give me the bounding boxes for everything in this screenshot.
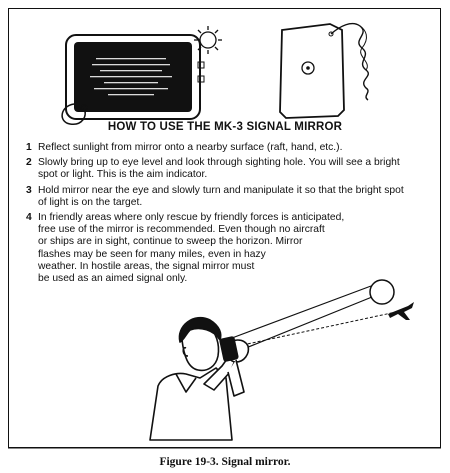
step-4 — [26, 212, 408, 285]
step-text: Reflect sunlight from mirror onto a nearby surface (raft, hand, etc.). — [38, 142, 343, 153]
step-text-line: be used as an aimed signal only. — [38, 273, 188, 285]
step-number: 3 — [26, 184, 32, 196]
instruction-list — [26, 142, 408, 288]
step-2 — [26, 157, 408, 181]
step-text-line: In friendly areas where only rescue by friendly forces is anticipated, — [38, 212, 345, 224]
step-text-line: flashes may be seen for many miles, even in hazy — [38, 248, 266, 260]
step-3 — [26, 184, 408, 209]
step-1 — [26, 142, 408, 154]
signaling-man — [150, 318, 248, 440]
step-number: 2 — [26, 157, 32, 169]
step-text-line: free use of the mirror is recommended. Even though no aircraft — [38, 224, 325, 236]
mirror-back — [280, 24, 368, 118]
aircraft-icon — [388, 302, 414, 320]
mirror-front — [62, 35, 204, 124]
figure-caption: Figure 19-3. Signal mirror. — [159, 456, 291, 468]
heading: HOW TO USE THE MK-3 SIGNAL MIRROR — [107, 121, 343, 133]
step-text: Slowly bring up to eye level and look through sighting hole. You will see a bright spot or light. This is the aim indicator. — [38, 157, 400, 181]
step-number: 4 — [26, 212, 32, 224]
step-text-line: or ships are in sight, continue to sweep the horizon. Mirror — [38, 236, 303, 248]
step-text-line: weather. In hostile areas, the signal mirror must — [38, 260, 255, 272]
step-number: 1 — [26, 142, 32, 153]
step-text: Hold mirror near the eye and slowly turn and manipulate it so that the bright spot of light is on the target. — [38, 184, 404, 208]
